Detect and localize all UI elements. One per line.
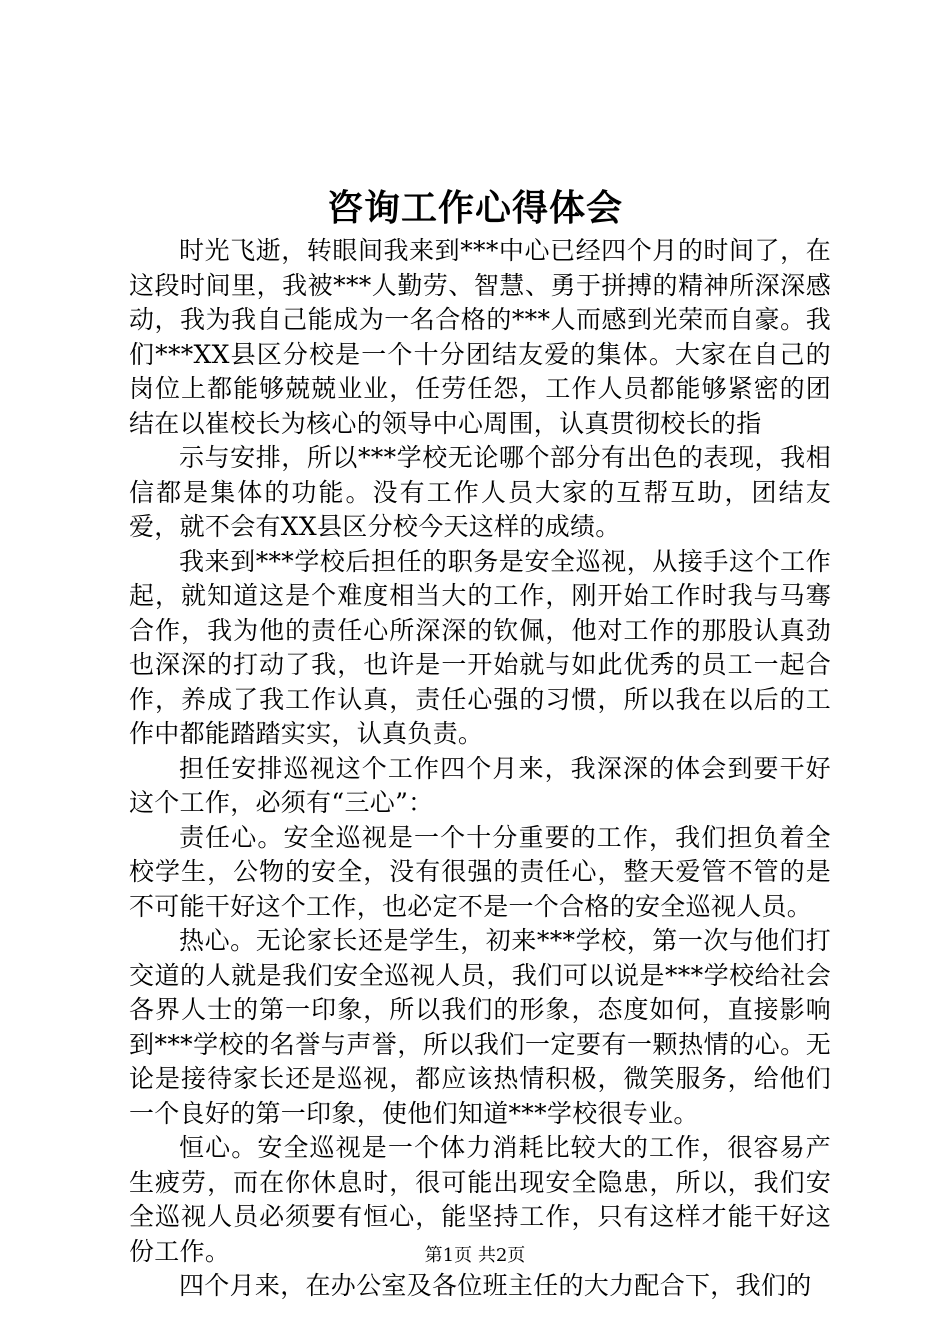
paragraph: 热心。无论家长还是学生，初来***学校，第一次与他们打交道的人就是我们安全巡视人员，我们可以说是***学校给社会各界人士的第一印象，所以我们的形象，态度如何，直接影响到***学校的名誉与声誉，所以我们一定要有一颗热情的心。无论是接待家长还是巡视，都应该热情积极，微笑服务，给他们一个良好的第一印象，使他们知道***学校很专业。 bbox=[129, 926, 831, 1128]
paragraph: 四个月来，在办公室及各位班主任的大力配合下，我们的 bbox=[179, 1271, 812, 1300]
paragraph: 恒心。安全巡视是一个体力消耗比较大的工作，很容易产生疲劳，而在你休息时，很可能出现安全隐患，所以，我们安全巡视人员必须要有恒心，能坚持工作，只有这样才能干好这份工作。 bbox=[129, 1133, 831, 1266]
paragraph: 示与安排，所以***学校无论哪个部分有出色的表现，我相信都是集体的功能。没有工作人员大家的互帮互助，团结友爱，就不会有XX县区分校今天这样的成绩。 bbox=[129, 443, 831, 541]
page-number: 第1页 共2页 bbox=[424, 1245, 526, 1266]
paragraph: 责任心。安全巡视是一个十分重要的工作，我们担负着全校学生，公物的安全，没有很强的责任心，整天爱管不管的是不可能干好这个工作，也必定不是一个合格的安全巡视人员。 bbox=[129, 822, 831, 921]
page-footer bbox=[0, 1244, 950, 1268]
paragraph: 时光飞逝，转眼间我来到***中心已经四个月的时间了，在这段时间里，我被***人勤劳、智慧、勇于拼搏的精神所深深感动，我为我自己能成为一名合格的***人而感到光荣而自豪。我们***XX县区分校是一个十分团结友爱的集体。大家在自己的岗位上都能够兢兢业业，任劳任怨，工作人员都能够紧密的团结在以崔校长为核心的领导中心周围，认真贯彻校长的指 bbox=[129, 236, 831, 438]
document-body bbox=[129, 234, 831, 1304]
paragraph: 我来到***学校后担任的职务是安全巡视，从接手这个工作起，就知道这是个难度相当大的工作，刚开始工作时我与马骞合作，我为他的责任心所深深的钦佩，他对工作的那股认真劲也深深的打动了我，也许是一开始就与如此优秀的员工一起合作，养成了我工作认真，责任心强的习惯，所以我在以后的工作中都能踏踏实实，认真负责。 bbox=[129, 546, 831, 748]
paragraph: 担任安排巡视这个工作四个月来，我深深的体会到要干好这个工作，必须有“三心”： bbox=[129, 753, 831, 817]
document-title: 咨询工作心得体会 bbox=[326, 187, 623, 229]
